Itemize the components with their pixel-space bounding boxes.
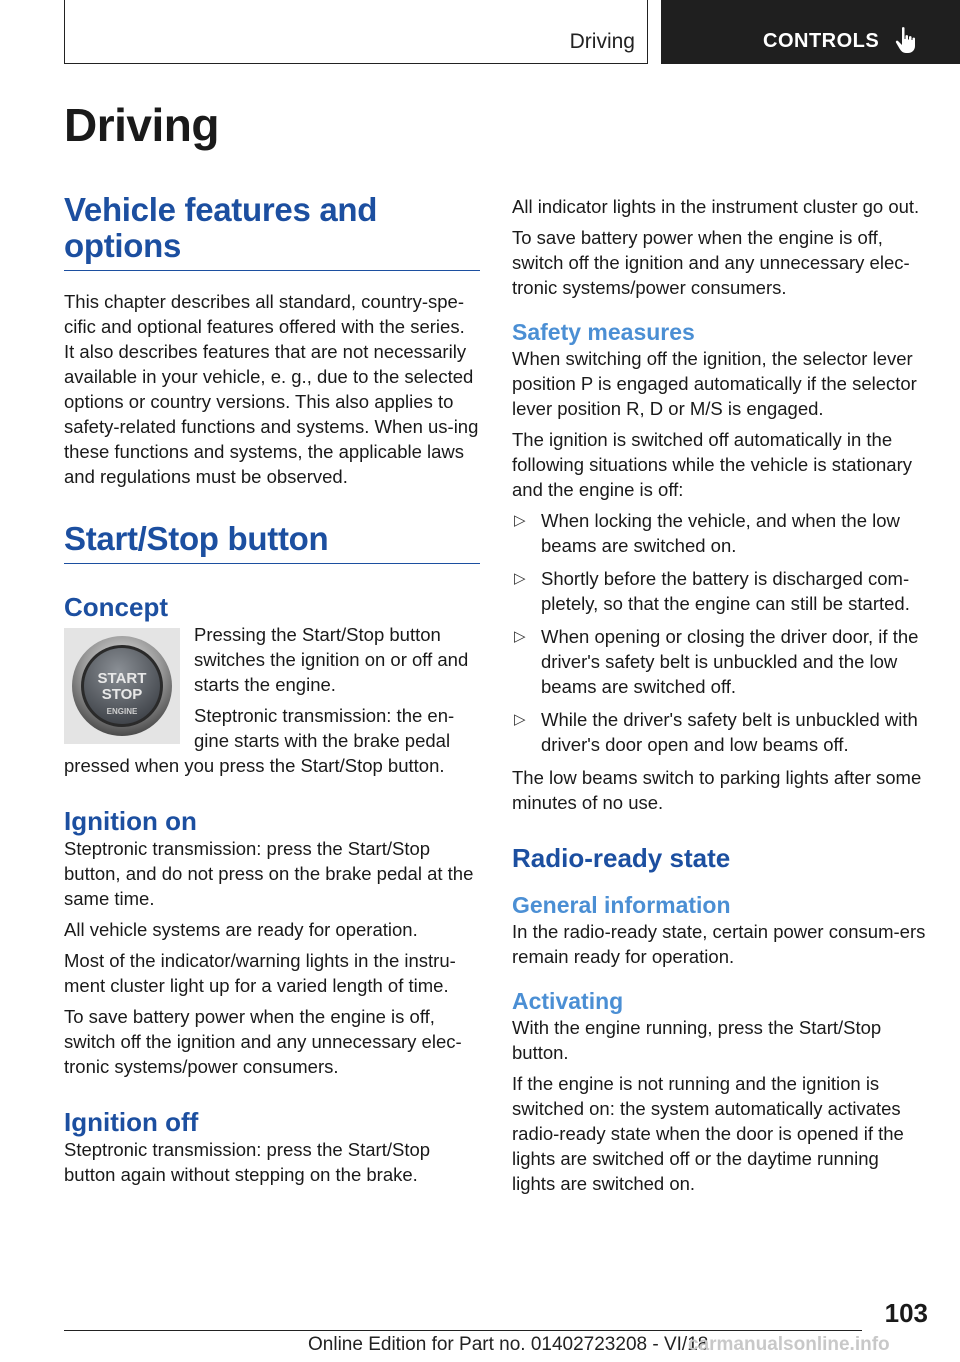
indicator-lights-text: All indicator lights in the instrument cluster go out. [512, 196, 920, 217]
ignition-on-text-2: All vehicle systems are ready for operation. [64, 919, 418, 940]
auto-off-list [512, 508, 926, 757]
hand-pointer-icon [895, 26, 921, 59]
general-information-text: In the radio-ready state, certain power consum‐ers remain ready for operation. [512, 921, 926, 967]
list-item: ▷ While the driver's safety belt is unbuckled with driver's door open and low beams off. [514, 709, 918, 755]
footer-edition: Online Edition for Part no. 01402723208 - VI/18 [308, 1334, 709, 1355]
header-chapter-label: CONTROLS [763, 30, 880, 52]
concept-text-2: Steptronic transmission: the en‐gine starts with the brake pedal pressed when you press the Start/Stop button. [64, 705, 455, 776]
ignition-on-text-4: To save battery power when the engine is off, switch off the ignition and any unnecessary elec‐tronic systems/power consumers. [64, 1006, 462, 1077]
concept-heading: Concept [64, 592, 168, 622]
triangle-bullet-icon: ▷ [514, 628, 526, 645]
ignition-off-text-1: Steptronic transmission: press the Start/Stop button again without stepping on the brake. [64, 1139, 431, 1185]
left-column [64, 192, 480, 1187]
start-stop-button-image [64, 628, 180, 744]
general-information-heading: General information [512, 892, 731, 918]
header-section-box [64, 0, 648, 64]
header-chapter-box [661, 0, 960, 64]
vehicle-features-heading: Vehicle features and options [64, 192, 480, 271]
header-section-label: Driving [569, 30, 635, 53]
right-column [512, 194, 926, 1196]
start-stop-heading: Start/Stop button [64, 521, 480, 564]
button-stop-text: STOP [101, 686, 143, 703]
triangle-bullet-icon: ▷ [514, 711, 526, 728]
list-item: ▷ Shortly before the battery is discharged com‐pletely, so that the engine can still be started. [514, 568, 910, 614]
radio-ready-heading: Radio-ready state [512, 843, 731, 873]
triangle-bullet-icon: ▷ [514, 512, 526, 529]
safety-text-2: The ignition is switched off automatically in the following situations while the vehicle is stationary and the engine is off: [512, 429, 913, 500]
battery-power-text: To save battery power when the engine is off, switch off the ignition and any unnecessary elec‐tronic systems/power consumers. [512, 227, 910, 298]
page-number: 103 [884, 1298, 928, 1328]
ignition-on-text-1: Steptronic transmission: press the Start/Stop button, and do not press on the brake pedal at the same time. [64, 838, 474, 909]
concept-text-1: Pressing the Start/Stop button switches the ignition on or off and starts the engine. [194, 624, 469, 695]
button-start-text: START [97, 670, 147, 687]
vehicle-features-text: This chapter describes all standard, country-spe‐cific and optional features offered with the series. It also describes features that are not necessarily available in your vehicle, e. g., due to the selected options or country versions. This also applies to safety-related functions and systems. When us‐ing these functions and systems, the applicable laws and regulations must be observed. [64, 291, 479, 487]
ignition-on-text-3: Most of the indicator/warning lights in the instru‐ment cluster light up for a varied length of time. [64, 950, 456, 996]
ignition-on-heading: Ignition on [64, 806, 197, 836]
page-title: Driving [64, 99, 219, 151]
parking-lights-text: The low beams switch to parking lights after some minutes of no use. [512, 767, 922, 813]
list-item: ▷ When opening or closing the driver door, if the driver's safety belt is unbuckled and the low beams are switched off. [514, 626, 919, 697]
safety-text-1: When switching off the ignition, the selector lever position P is engaged automatically if the selector lever position R, D or M/S is engaged. [512, 348, 917, 419]
button-engine-text: ENGINE [106, 707, 138, 716]
list-item: ▷ When locking the vehicle, and when the low beams are switched on. [514, 510, 900, 556]
activating-heading: Activating [512, 988, 624, 1014]
concept-block [64, 622, 480, 778]
triangle-bullet-icon: ▷ [514, 570, 526, 587]
ignition-off-heading: Ignition off [64, 1107, 199, 1137]
activating-text-2: If the engine is not running and the ignition is switched on: the system automatically activates radio-ready state when the door is opened if the lights are switched off or the daytime running lights are switched on. [512, 1073, 904, 1194]
activating-text-1: With the engine running, press the Start/Stop button. [512, 1017, 882, 1063]
watermark: carmanualsonline.info [688, 1334, 890, 1355]
footer-divider [64, 1330, 862, 1331]
safety-measures-heading: Safety measures [512, 319, 695, 345]
